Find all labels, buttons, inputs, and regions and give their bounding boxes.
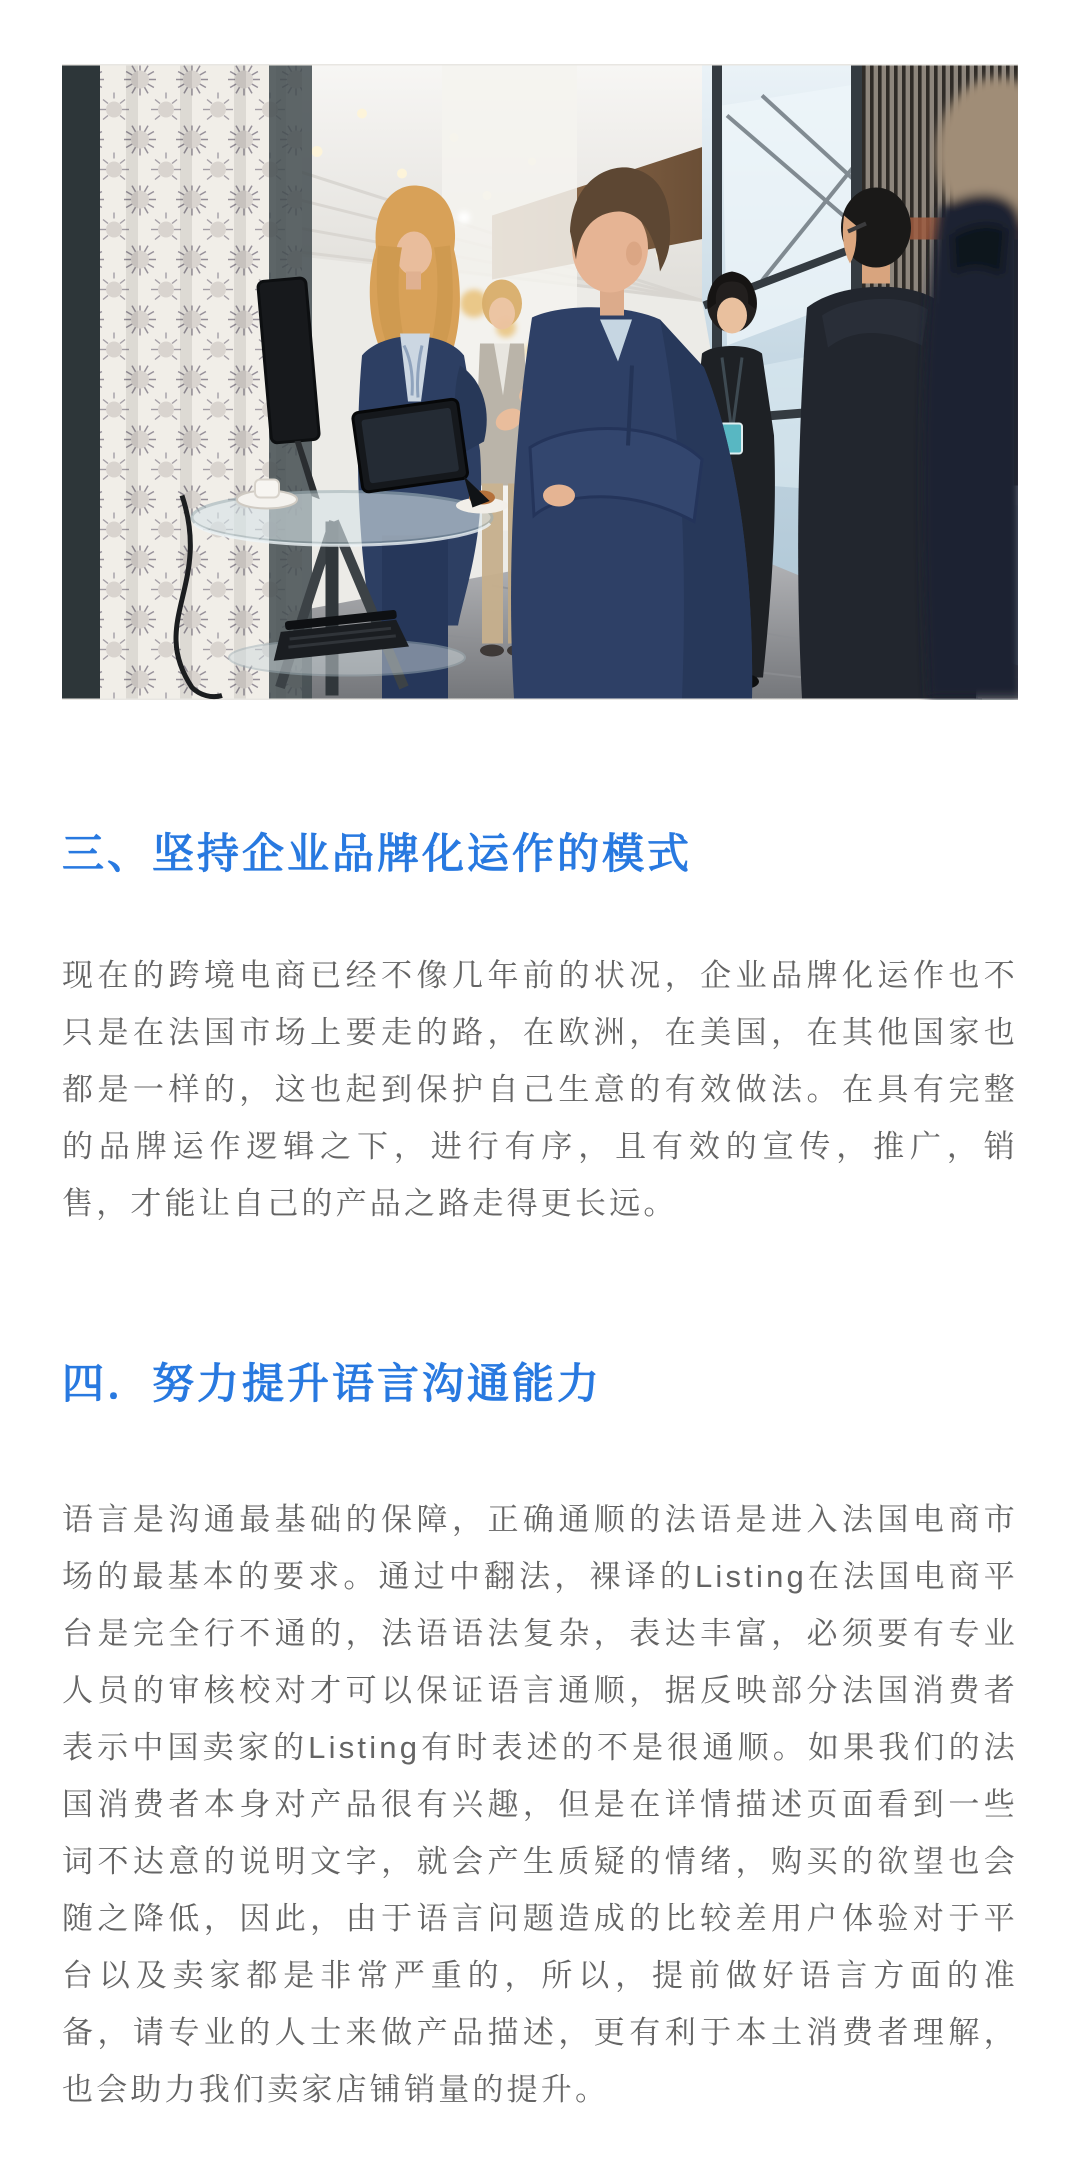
- section-heading-3: 三、坚持企业品牌化运作的模式: [62, 830, 693, 877]
- section-heading-4: 四．努力提升语言沟通能力: [62, 1360, 603, 1407]
- left-pillar: [62, 66, 100, 699]
- hero-photo-illustration: [62, 64, 1018, 700]
- article-content: [0, 831, 1080, 2118]
- coffee-cup: [255, 480, 279, 498]
- section-brand-operation: [62, 831, 1018, 1232]
- section-language-skill: [62, 1361, 1018, 2118]
- hero-image: [0, 0, 1080, 700]
- section-paragraph-3: 现在的跨境电商已经不像几年前的状况，企业品牌化运作也不只是在法国市场上要走的路，在欧洲，在美国，在其他国家也都是一样的，这也起到保护自己生意的有效做法。在具有完整的品牌运作逻辑之下，进行有序，且有效的宣传，推广，销售，才能让自己的产品之路走得更长远。: [62, 958, 1018, 1221]
- section-paragraph-4: 语言是沟通最基础的保障，正确通顺的法语是进入法国电商市场的最基本的要求。通过中翻法，裸译的Listing在法国电商平台是完全行不通的，法语语法复杂，表达丰富，必须要有专业人员的审核校对才可以保证语言通顺，据反映部分法国消费者表示中国卖家的Listing有时表述的不是很通顺。如果我们的法国消费者本身对产品很有兴趣，但是在详情描述页面看到一些词不达意的说明文字，就会产生质疑的情绪，购买的欲望也会随之降低，因此，由于语言问题造成的比较差用户体验对于平台以及卖家都是非常严重的，所以，提前做好语言方面的准备，请专业的人士来做产品描述，更有利于本土消费者理解，也会助力我们卖家店铺销量的提升。: [62, 1502, 1018, 2107]
